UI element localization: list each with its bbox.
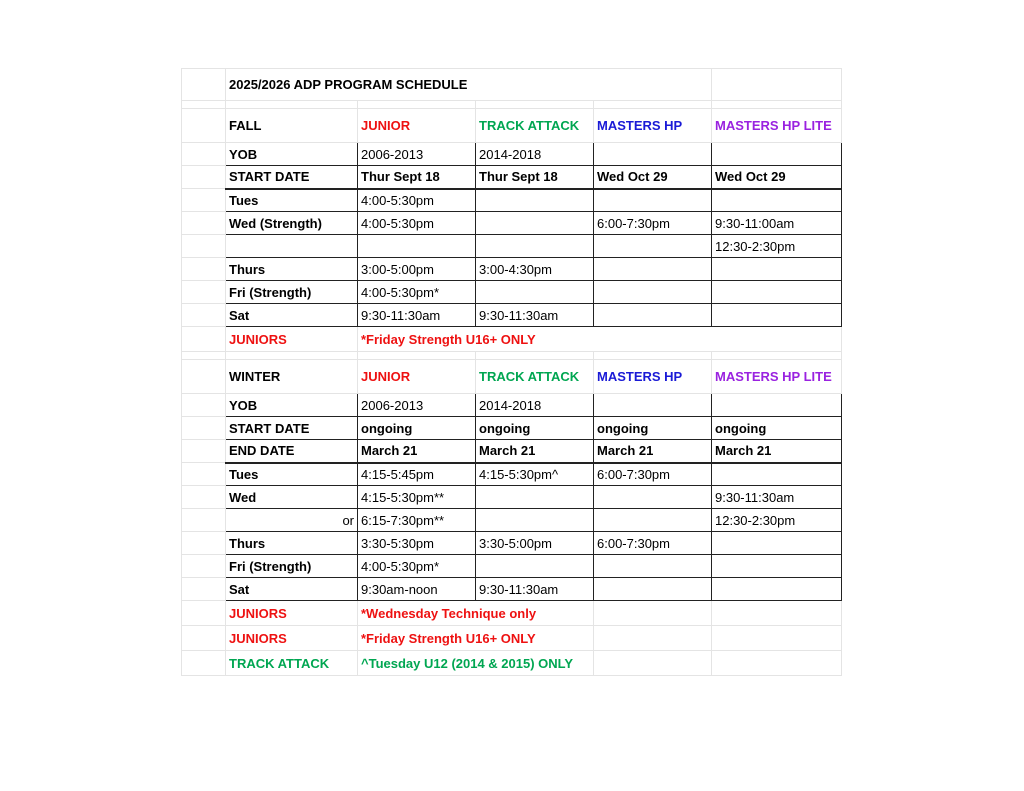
- winter-note-text[interactable]: *Friday Strength U16+ ONLY: [358, 626, 594, 651]
- sheet-cell[interactable]: [358, 101, 476, 109]
- fall-time-cell[interactable]: 6:00-7:30pm: [594, 212, 712, 235]
- fall-program-3[interactable]: MASTERS HP LITE: [712, 109, 842, 143]
- fall-yob-value[interactable]: 2006-2013: [358, 143, 476, 166]
- sheet-row: [182, 626, 842, 651]
- winter-time-cell[interactable]: 9:30am-noon: [358, 578, 476, 601]
- fall-start-value[interactable]: Wed Oct 29: [594, 166, 712, 189]
- fall-day-label[interactable]: [226, 235, 358, 258]
- sheet-cell[interactable]: [594, 626, 712, 651]
- row-header[interactable]: [182, 440, 226, 463]
- winter-program-0[interactable]: JUNIOR: [358, 360, 476, 394]
- sheet-cell[interactable]: [226, 101, 358, 109]
- sheet-row: [182, 235, 842, 258]
- row-header[interactable]: [182, 626, 226, 651]
- row-header[interactable]: [182, 486, 226, 509]
- sheet-row: [182, 486, 842, 509]
- row-header[interactable]: [182, 281, 226, 304]
- fall-time-cell[interactable]: [712, 281, 842, 304]
- row-header[interactable]: [182, 327, 226, 352]
- row-header[interactable]: [182, 69, 226, 101]
- sheet-cell[interactable]: [226, 352, 358, 360]
- row-header[interactable]: [182, 189, 226, 212]
- fall-time-cell[interactable]: [712, 189, 842, 212]
- winter-time-cell[interactable]: 6:00-7:30pm: [594, 463, 712, 486]
- fall-time-cell[interactable]: 9:30-11:30am: [358, 304, 476, 327]
- winter-day-label[interactable]: Fri (Strength): [226, 555, 358, 578]
- row-header[interactable]: [182, 235, 226, 258]
- winter-end-value[interactable]: March 21: [712, 440, 842, 463]
- fall-time-cell[interactable]: 9:30-11:30am: [476, 304, 594, 327]
- sheet-cell[interactable]: [594, 101, 712, 109]
- winter-time-cell[interactable]: 9:30-11:30am: [712, 486, 842, 509]
- row-header[interactable]: [182, 601, 226, 626]
- winter-program-1[interactable]: TRACK ATTACK: [476, 360, 594, 394]
- fall-time-cell[interactable]: 4:00-5:30pm: [358, 189, 476, 212]
- fall-note-label[interactable]: JUNIORS: [226, 327, 358, 352]
- sheet-row: [182, 651, 842, 676]
- winter-time-cell[interactable]: [476, 486, 594, 509]
- sheet-row: [182, 555, 842, 578]
- fall-time-cell[interactable]: [594, 258, 712, 281]
- row-header[interactable]: [182, 555, 226, 578]
- winter-time-cell[interactable]: 4:00-5:30pm*: [358, 555, 476, 578]
- sheet-row: [182, 143, 842, 166]
- winter-time-cell[interactable]: [594, 555, 712, 578]
- sheet-row: [182, 166, 842, 189]
- winter-day-label[interactable]: Tues: [226, 463, 358, 486]
- winter-end-value[interactable]: March 21: [594, 440, 712, 463]
- sheet-cell[interactable]: [712, 101, 842, 109]
- winter-end-value[interactable]: March 21: [476, 440, 594, 463]
- sheet-cell[interactable]: [182, 352, 226, 360]
- winter-time-cell[interactable]: [476, 509, 594, 532]
- winter-start-label[interactable]: START DATE: [226, 417, 358, 440]
- winter-note-label[interactable]: TRACK ATTACK: [226, 651, 358, 676]
- sheet-row: [182, 394, 842, 417]
- winter-time-cell[interactable]: [476, 555, 594, 578]
- winter-program-2[interactable]: MASTERS HP: [594, 360, 712, 394]
- winter-time-cell[interactable]: 4:15-5:45pm: [358, 463, 476, 486]
- fall-time-cell[interactable]: 12:30-2:30pm: [712, 235, 842, 258]
- fall-time-cell[interactable]: 4:00-5:30pm: [358, 212, 476, 235]
- winter-time-cell[interactable]: 4:15-5:30pm^: [476, 463, 594, 486]
- fall-day-label[interactable]: Thurs: [226, 258, 358, 281]
- winter-yob-label[interactable]: YOB: [226, 394, 358, 417]
- fall-start-label[interactable]: START DATE: [226, 166, 358, 189]
- row-header[interactable]: [182, 143, 226, 166]
- winter-day-label[interactable]: Sat: [226, 578, 358, 601]
- winter-note-text[interactable]: *Wednesday Technique only: [358, 601, 594, 626]
- fall-time-cell[interactable]: [476, 281, 594, 304]
- fall-time-cell[interactable]: [476, 212, 594, 235]
- fall-time-cell[interactable]: [476, 189, 594, 212]
- sheet-row: [182, 212, 842, 235]
- winter-yob-value[interactable]: [712, 394, 842, 417]
- sheet-row: [182, 360, 842, 394]
- winter-yob-value[interactable]: 2006-2013: [358, 394, 476, 417]
- fall-time-cell[interactable]: [594, 189, 712, 212]
- row-header[interactable]: [182, 304, 226, 327]
- sheet-row: [182, 69, 842, 101]
- row-header[interactable]: [182, 394, 226, 417]
- sheet-row: [182, 304, 842, 327]
- sheet-body: [182, 69, 842, 676]
- row-header[interactable]: [182, 509, 226, 532]
- sheet-row: [182, 327, 842, 352]
- fall-start-value[interactable]: Thur Sept 18: [358, 166, 476, 189]
- winter-time-cell[interactable]: [594, 578, 712, 601]
- winter-day-label[interactable]: or: [226, 509, 358, 532]
- fall-program-2[interactable]: MASTERS HP: [594, 109, 712, 143]
- sheet-row: [182, 189, 842, 212]
- sheet-cell[interactable]: [476, 352, 594, 360]
- fall-time-cell[interactable]: [476, 235, 594, 258]
- winter-time-cell[interactable]: 4:15-5:30pm**: [358, 486, 476, 509]
- row-header[interactable]: [182, 212, 226, 235]
- sheet-cell[interactable]: [182, 101, 226, 109]
- winter-time-cell[interactable]: [712, 555, 842, 578]
- winter-start-value[interactable]: ongoing: [712, 417, 842, 440]
- sheet-cell[interactable]: [712, 651, 842, 676]
- row-header[interactable]: [182, 417, 226, 440]
- sheet-row: [182, 109, 842, 143]
- winter-end-value[interactable]: March 21: [358, 440, 476, 463]
- winter-time-cell[interactable]: [712, 463, 842, 486]
- winter-yob-value[interactable]: 2014-2018: [476, 394, 594, 417]
- sheet-cell[interactable]: [594, 601, 712, 626]
- fall-time-cell[interactable]: [594, 235, 712, 258]
- fall-day-label[interactable]: Sat: [226, 304, 358, 327]
- sheet-cell[interactable]: [712, 69, 842, 101]
- winter-start-value[interactable]: ongoing: [358, 417, 476, 440]
- fall-day-label[interactable]: Fri (Strength): [226, 281, 358, 304]
- winter-time-cell[interactable]: 6:15-7:30pm**: [358, 509, 476, 532]
- fall-start-value[interactable]: Wed Oct 29: [712, 166, 842, 189]
- fall-start-value[interactable]: Thur Sept 18: [476, 166, 594, 189]
- fall-yob-value[interactable]: [594, 143, 712, 166]
- row-header[interactable]: [182, 166, 226, 189]
- fall-time-cell[interactable]: 9:30-11:00am: [712, 212, 842, 235]
- fall-time-cell[interactable]: 3:00-5:00pm: [358, 258, 476, 281]
- fall-time-cell[interactable]: 4:00-5:30pm*: [358, 281, 476, 304]
- fall-time-cell[interactable]: [594, 281, 712, 304]
- winter-time-cell[interactable]: 3:30-5:30pm: [358, 532, 476, 555]
- fall-time-cell[interactable]: 3:00-4:30pm: [476, 258, 594, 281]
- winter-time-cell[interactable]: 9:30-11:30am: [476, 578, 594, 601]
- winter-season-title[interactable]: WINTER: [226, 360, 358, 394]
- row-header[interactable]: [182, 463, 226, 486]
- winter-day-label[interactable]: Thurs: [226, 532, 358, 555]
- sheet-row: [182, 440, 842, 463]
- winter-time-cell[interactable]: 12:30-2:30pm: [712, 509, 842, 532]
- row-header[interactable]: [182, 532, 226, 555]
- winter-time-cell[interactable]: [712, 532, 842, 555]
- winter-program-3[interactable]: MASTERS HP LITE: [712, 360, 842, 394]
- sheet-row: [182, 532, 842, 555]
- sheet-row: [182, 417, 842, 440]
- fall-program-1[interactable]: TRACK ATTACK: [476, 109, 594, 143]
- winter-time-cell[interactable]: [594, 486, 712, 509]
- fall-program-0[interactable]: JUNIOR: [358, 109, 476, 143]
- sheet-row: [182, 281, 842, 304]
- schedule-spreadsheet: [181, 68, 842, 676]
- fall-day-label[interactable]: Tues: [226, 189, 358, 212]
- winter-time-cell[interactable]: 3:30-5:00pm: [476, 532, 594, 555]
- winter-start-value[interactable]: ongoing: [594, 417, 712, 440]
- sheet-cell[interactable]: [594, 651, 712, 676]
- fall-yob-label[interactable]: YOB: [226, 143, 358, 166]
- sheet-cell[interactable]: [712, 601, 842, 626]
- sheet-cell[interactable]: [712, 626, 842, 651]
- winter-yob-value[interactable]: [594, 394, 712, 417]
- sheet-row: [182, 352, 842, 360]
- fall-yob-value[interactable]: [712, 143, 842, 166]
- sheet-cell[interactable]: [476, 101, 594, 109]
- winter-end-label[interactable]: END DATE: [226, 440, 358, 463]
- fall-time-cell[interactable]: [358, 235, 476, 258]
- winter-day-label[interactable]: Wed: [226, 486, 358, 509]
- fall-note-text[interactable]: *Friday Strength U16+ ONLY: [358, 327, 842, 352]
- fall-day-label[interactable]: Wed (Strength): [226, 212, 358, 235]
- sheet-cell[interactable]: [594, 352, 712, 360]
- row-header[interactable]: [182, 258, 226, 281]
- fall-yob-value[interactable]: 2014-2018: [476, 143, 594, 166]
- sheet-row: [182, 101, 842, 109]
- winter-time-cell[interactable]: 6:00-7:30pm: [594, 532, 712, 555]
- winter-note-label[interactable]: JUNIORS: [226, 601, 358, 626]
- fall-time-cell[interactable]: [594, 304, 712, 327]
- winter-time-cell[interactable]: [594, 509, 712, 532]
- fall-time-cell[interactable]: [712, 258, 842, 281]
- fall-season-title[interactable]: FALL: [226, 109, 358, 143]
- page-title[interactable]: 2025/2026 ADP PROGRAM SCHEDULE: [226, 69, 712, 101]
- sheet-row: [182, 578, 842, 601]
- fall-time-cell[interactable]: [712, 304, 842, 327]
- row-header[interactable]: [182, 651, 226, 676]
- winter-note-label[interactable]: JUNIORS: [226, 626, 358, 651]
- sheet-row: [182, 509, 842, 532]
- sheet-cell[interactable]: [358, 352, 476, 360]
- row-header[interactable]: [182, 360, 226, 394]
- sheet-row: [182, 258, 842, 281]
- winter-note-text[interactable]: ^Tuesday U12 (2014 & 2015) ONLY: [358, 651, 594, 676]
- row-header[interactable]: [182, 109, 226, 143]
- sheet-row: [182, 601, 842, 626]
- winter-start-value[interactable]: ongoing: [476, 417, 594, 440]
- winter-time-cell[interactable]: [712, 578, 842, 601]
- row-header[interactable]: [182, 578, 226, 601]
- sheet-cell[interactable]: [712, 352, 842, 360]
- sheet-row: [182, 463, 842, 486]
